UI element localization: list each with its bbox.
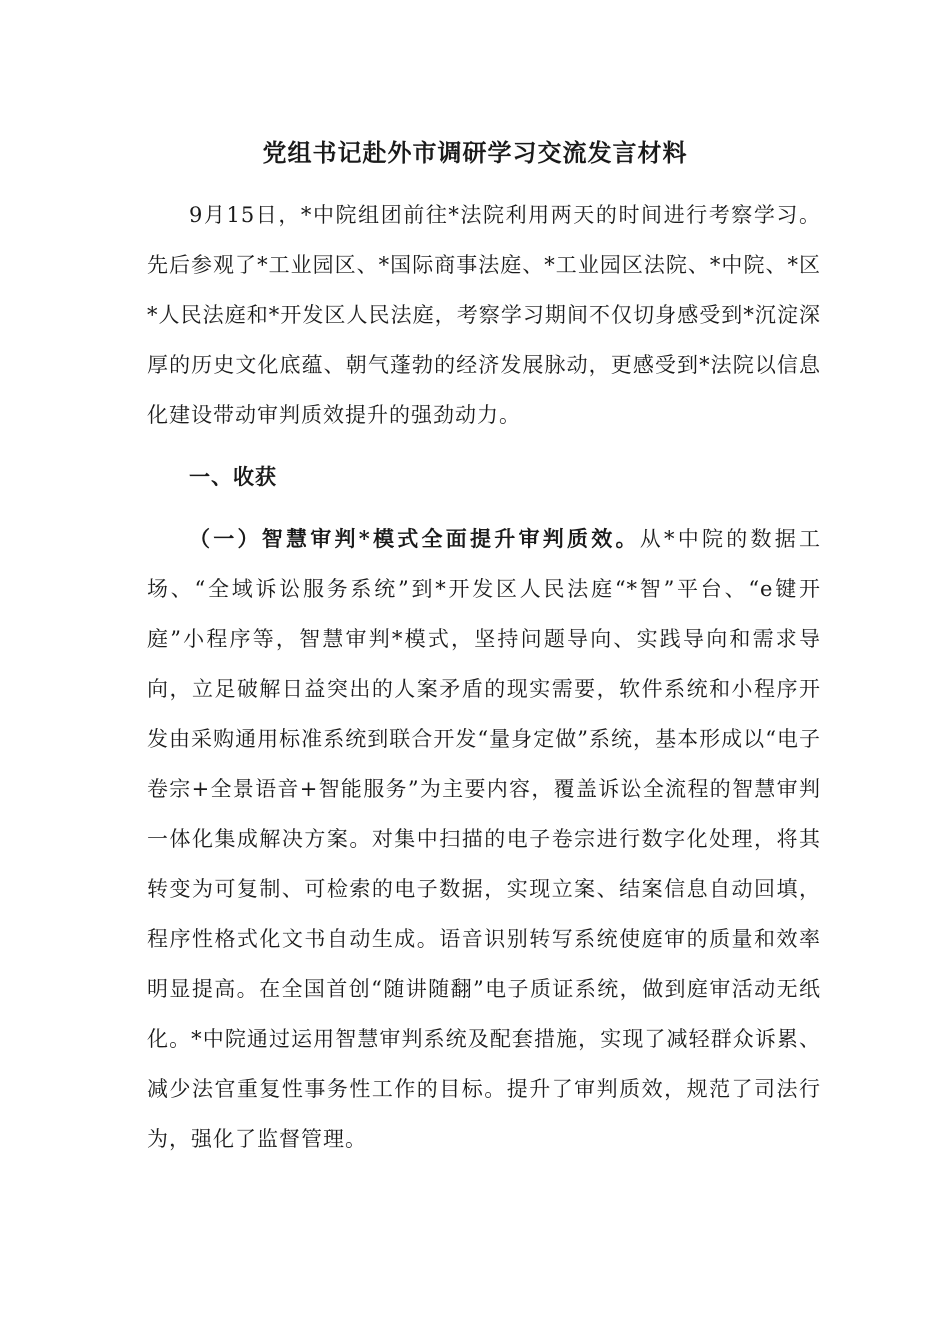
subsection-body: 从*中院的数据工场、“全域诉讼服务系统”到*开发区人民法庭“*智”平台、“e键开庭”小程序等，智慧审判*模式，坚持问题导向、实践导向和需求导向，立足破解日益突出的人案矛盾的现实需要，软件系统和小程序开发由采购通用标准系统到联合开发“量身定做”系统，基本形成以“电子卷宗+全景语音+智能服务”为主要内容，覆盖诉讼全流程的智慧审判一体化集成解决方案。对集中扫描的电子卷宗进行数字化处理，将其转变为可复制、可检索的电子数据，实现立案、结案信息自动回填，程序性格式化文书自动生成。语音识别转写系统使庭审的质量和效率明显提高。在全国首创“随讲随翻”电子质证系统，做到庭审活动无纸化。*中院通过运用智慧审判系统及配套措施，实现了减轻群众诉累、减少法官重复性事务性工作的目标。提升了审判质效，规范了司法行为，强化了监督管理。: [147, 527, 822, 1151]
subsection-paragraph: [147, 514, 821, 1164]
intro-paragraph: 9月15日，*中院组团前往*法院利用两天的时间进行考察学习。先后参观了*工业园区、*国际商事法庭、*工业园区法院、*中院、*区*人民法庭和*开发区人民法庭，考察学习期间不仅切身感受到*沉淀深厚的历史文化底蕴、朝气蓬勃的经济发展脉动，更感受到*法院以信息化建设带动审判质效提升的强劲动力。: [147, 203, 821, 427]
document-title: 党组书记赴外市调研学习交流发言材料: [262, 138, 688, 167]
subsection-lead: （一）智慧审判*模式全面提升审判质效。: [189, 526, 640, 551]
section-heading-harvest: 一、收获: [189, 464, 277, 489]
